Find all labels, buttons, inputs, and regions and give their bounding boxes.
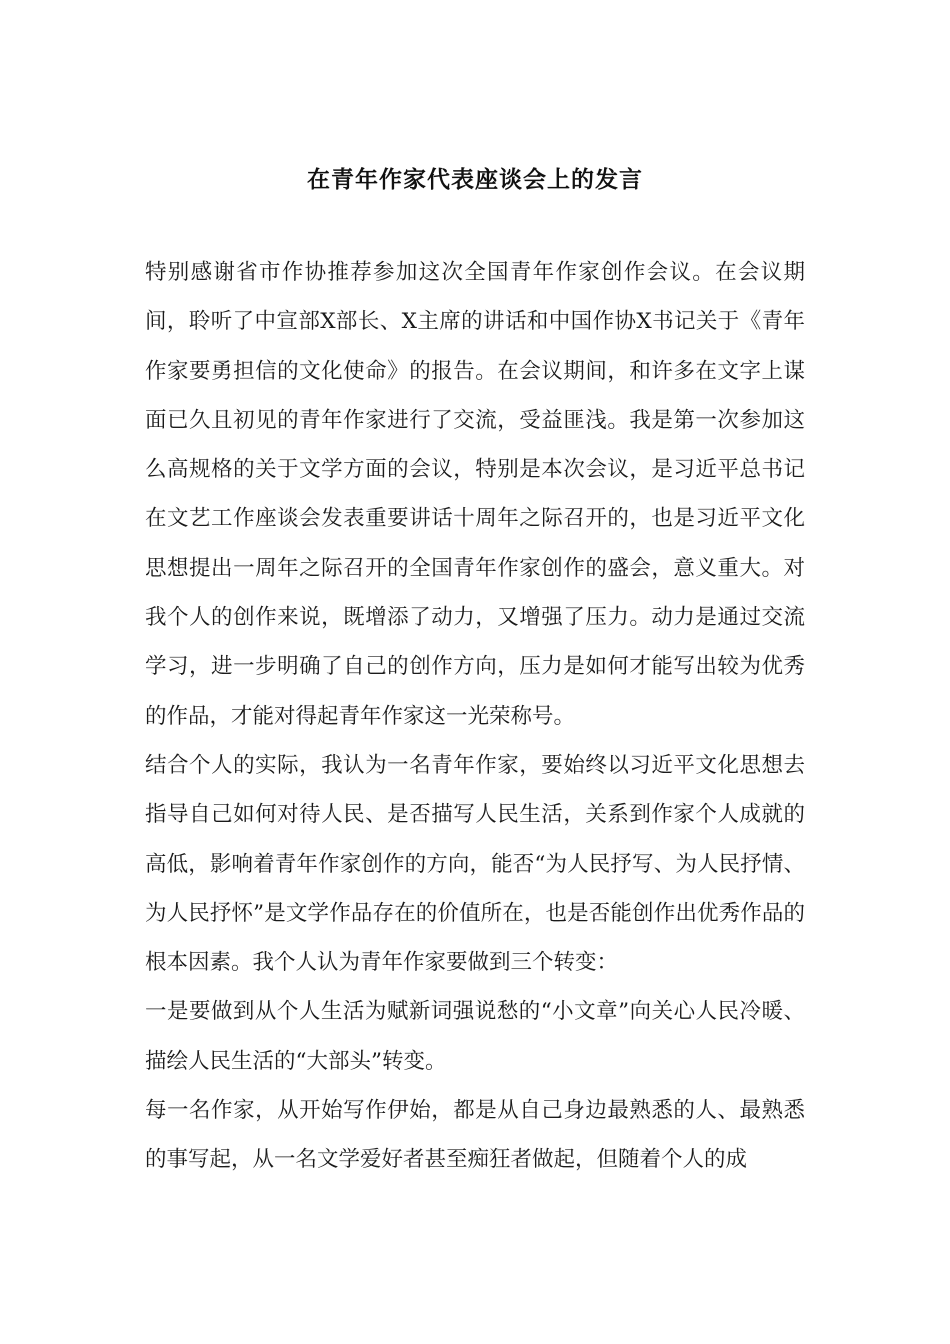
paragraph: 结合个人的实际，我认为一名青年作家，要始终以习近平文化思想去指导自己如何对待人民、是否描写人民生活，关系到作家个人成就的高低，影响着青年作家创作的方向，能否“为人民抒写、为人民抒情、为人民抒怀”是文学作品存在的价值所在，也是否能创作出优秀作品的根本因素。我个人认为青年作家要做到三个转变： — [145, 752, 805, 976]
document-body — [145, 248, 805, 1185]
paragraph: 特别感谢省市作协推荐参加这次全国青年作家创作会议。在会议期间，聆听了中宣部X部长、X主席的讲话和中国作协X书记关于《青年作家要勇担信的文化使命》的报告。在会议期间，和许多在文字上谋面已久且初见的青年作家进行了交流，受益匪浅。我是第一次参加这么高规格的关于文学方面的会议，特别是本次会议，是习近平总书记在文艺工作座谈会发表重要讲话十周年之际召开的，也是习近平文化思想提出一周年之际召开的全国青年作家创作的盛会，意义重大。对我个人的创作来说，既增添了动力，又增强了压力。动力是通过交流学习，进一步明确了自己的创作方向，压力是如何才能写出较为优秀的作品，才能对得起青年作家这一光荣称号。 — [145, 260, 805, 729]
paragraph: 每一名作家，从开始写作伊始，都是从自己身边最熟悉的人、最熟悉的事写起，从一名文学爱好者甚至痴狂者做起，但随着个人的成 — [145, 1098, 805, 1173]
paragraph: 一是要做到从个人生活为赋新词强说愁的“小文章”向关心人民冷暖、描绘人民生活的“大部头”转变。 — [145, 999, 805, 1074]
document-title: 在青年作家代表座谈会上的发言 — [307, 167, 643, 193]
